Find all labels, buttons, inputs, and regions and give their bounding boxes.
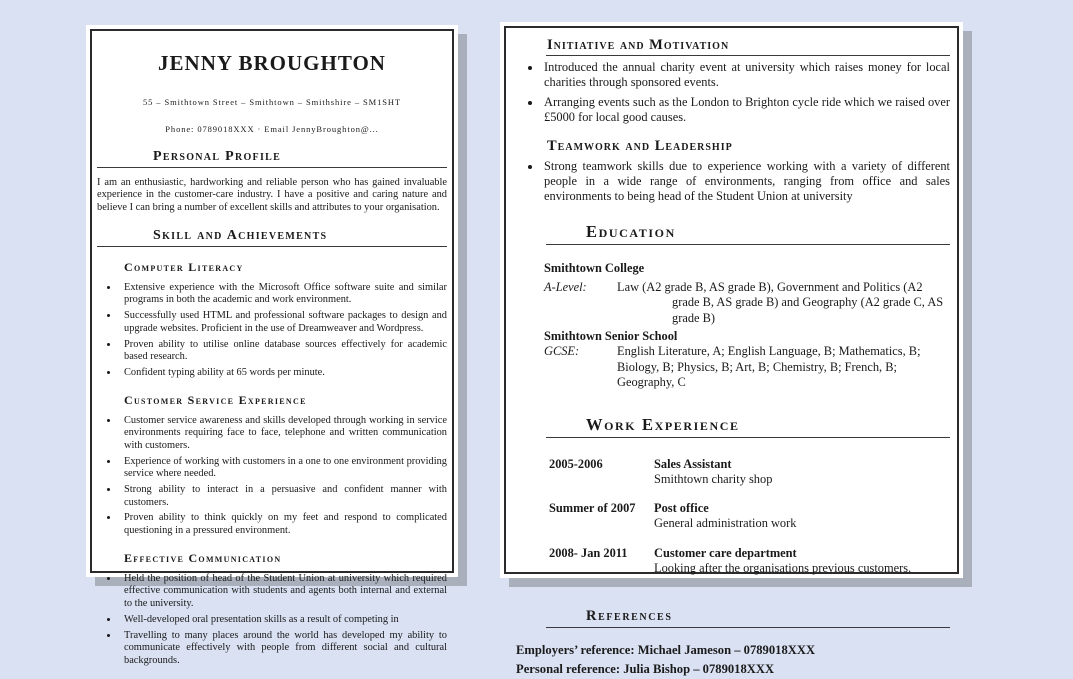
work-row <box>549 457 950 488</box>
references-heading-rule <box>546 608 950 628</box>
gcse-text: English Literature, A; English Language, B; Mathematics, B; Biology, B; Physics, B; Art, B; Chemistry, B; French, B; Geography, C <box>617 344 921 390</box>
teamwork-bullets <box>506 159 950 205</box>
bullet-item: • Proven ability to utilise online database sources effectively for academic based research. <box>119 339 447 364</box>
skills-heading-rule <box>97 228 447 247</box>
bullet-item: • Experience of working with customers in a one to one environment providing service where needed. <box>119 456 447 481</box>
bullet-item: • Strong ability to interact in a persuasive and confident manner with customers. <box>119 484 447 509</box>
work-detail: Smithtown charity shop <box>654 471 773 486</box>
initiative-bullets <box>506 60 950 126</box>
bullet-item: • Held the position of head of the Student Union at university which required effective communication with students and agents both internal and external to the university. <box>119 573 447 611</box>
computer-literacy-heading: Computer Literacy <box>124 259 244 274</box>
work-detail: Looking after the organisations previous customers. <box>654 560 912 575</box>
school-name: Smithtown Senior School <box>544 329 678 344</box>
personal-profile-heading: Personal Profile <box>153 148 282 164</box>
gcse-row <box>544 344 950 391</box>
work-body <box>654 457 772 488</box>
bullet-item: • Confident typing ability at 65 words per minute. <box>119 367 447 380</box>
work-title: Sales Assistant <box>654 456 732 471</box>
work-body <box>654 546 911 577</box>
effective-communication-heading: Effective Communication <box>124 550 282 565</box>
alevel-text: Law (A2 grade B, AS grade B), Government and Politics (A2 grade B, AS grade B) and Geography (A2 grade C, AS grade B) <box>617 279 944 325</box>
resume-page-1-border <box>90 29 454 666</box>
work-title: Post office <box>654 501 709 516</box>
initiative-heading: Initiative and Motivation <box>547 37 730 53</box>
candidate-name: JENNY BROUGHTON <box>158 51 386 75</box>
work-date: 2005-2006 <box>549 456 603 471</box>
resume-page-2 <box>500 22 963 677</box>
work-date: 2008- Jan 2011 <box>549 545 628 560</box>
employer-reference: Employers’ reference: Michael Jameson – 0789018XXX <box>516 643 816 658</box>
alevel-label: A-Level: <box>544 279 587 294</box>
bullet-item: • Well-developed oral presentation skills as a result of competing in <box>119 614 447 627</box>
education-details <box>544 261 950 391</box>
effective-communication-bullets <box>97 573 447 668</box>
personal-reference: Personal reference: Julia Bishop – 0789018XXX <box>516 662 775 677</box>
work-row <box>549 546 950 577</box>
bullet-item: • Customer service awareness and skills developed through working in service environments requiring face to face, telephone and written communication with customers. <box>119 415 447 453</box>
bullet-item: • Proven ability to think quickly on my feet and respond to complicated questioning in a pressured environment. <box>119 512 447 537</box>
bullet-item: • Arranging events such as the London to Brighton cycle ride which we raised over £5000 for local good causes. <box>542 95 950 126</box>
education-heading-rule <box>546 222 950 245</box>
teamwork-heading: Teamwork and Leadership <box>547 137 733 154</box>
work-title: Customer care department <box>654 545 797 560</box>
alevel-row <box>544 280 950 327</box>
bullet-item: • Strong teamwork skills due to experience working with a variety of different people in a wide range of environments, ranging from office and sales environments to being head of the Student Union at university <box>542 159 950 205</box>
bullet-item: • Successfully used HTML and professional software packages to design and upgrade websites. Proficient in the use of Dreamweaver and Wordpress. <box>119 310 447 335</box>
work-date: Summer of 2007 <box>549 501 636 516</box>
references-lines <box>516 641 950 679</box>
customer-service-heading: Customer Service Experience <box>124 392 307 407</box>
education-heading: Education <box>586 221 676 241</box>
work-experience-heading: Work Experience <box>586 414 740 434</box>
initiative-heading-rule <box>546 37 950 56</box>
work-experience-heading-rule <box>546 415 950 438</box>
college-name: Smithtown College <box>544 260 645 275</box>
bullet-item: • Extensive experience with the Microsoft Office software suite and similar programs in both the academic and work environment. <box>119 282 447 307</box>
customer-service-bullets <box>97 415 447 538</box>
computer-literacy-bullets <box>97 282 447 380</box>
candidate-address <box>97 83 447 136</box>
work-row <box>549 501 950 532</box>
work-body <box>654 501 796 532</box>
resume-page-2-border <box>504 26 959 677</box>
gcse-label: GCSE: <box>544 344 580 359</box>
work-detail: General administration work <box>654 516 797 531</box>
resume-page-1 <box>86 25 458 666</box>
skills-heading: Skill and Achievements <box>153 227 328 243</box>
contact-line: Phone: 0789018XXX · Email JennyBroughton@... <box>165 123 379 134</box>
bullet-item: • Travelling to many places around the world has developed my ability to communicate effectively with people from different social and cultural backgrounds. <box>119 630 447 668</box>
references-heading: References <box>586 608 673 625</box>
address-line: 55 – Smithtown Street – Smithtown – Smithshire – SM1SHT <box>142 97 401 108</box>
bullet-item: • Introduced the annual charity event at university which raises money for local charities through sponsored events. <box>542 60 950 91</box>
personal-profile-body: I am an enthusiastic, hardworking and reliable person who has gained invaluable experience in the customer-care industry. I have a positive and caring nature and believe I can bring a number of excellent skills and attributes to your organisation. <box>97 176 447 214</box>
personal-profile-heading-rule <box>97 149 447 168</box>
